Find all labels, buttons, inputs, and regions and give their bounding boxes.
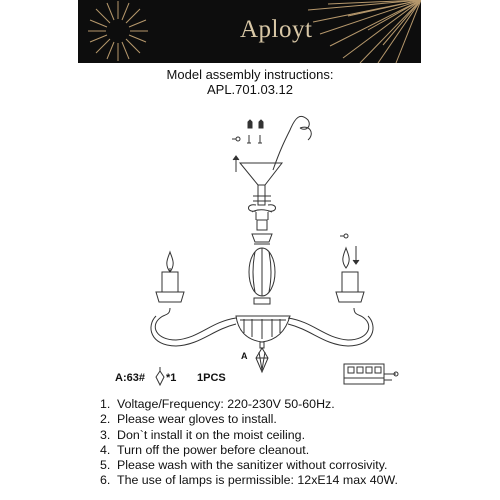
parts-count: *1	[166, 372, 177, 384]
screw-icons	[232, 120, 263, 143]
list-item: 5. Please wash with the sanitizer without corrosivity.	[100, 458, 388, 473]
arrow-down-icon	[353, 246, 359, 264]
brand-logo-text: Aployt	[240, 16, 313, 43]
crystal-part-icon	[156, 367, 164, 385]
right-candle	[336, 248, 364, 302]
bulb-icon	[340, 234, 348, 238]
pcs-label: 1PCS	[197, 372, 226, 384]
power-wire	[273, 116, 311, 170]
model-number: APL.701.03.12	[206, 82, 294, 97]
instructions-list	[100, 397, 398, 489]
left-candle	[156, 252, 184, 302]
chain	[249, 205, 276, 220]
list-item: 2. Please wear gloves to install.	[100, 412, 277, 427]
arrow-up-icon	[233, 156, 239, 172]
left-arm	[155, 308, 236, 340]
list-item: 4. Turn off the power before cleanout.	[100, 442, 310, 457]
marker-a: A	[241, 351, 248, 361]
page-title: Model assembly instructions:	[166, 67, 334, 82]
list-item: 1. Voltage/Frequency: 220-230V 50-60Hz.	[100, 397, 335, 411]
parts-label: A:63#	[115, 372, 145, 384]
right-arm	[288, 308, 369, 340]
terminal-block-icon	[344, 364, 398, 384]
list-item: 6. The use of lamps is permissible: 12xE14 max 40W.	[100, 473, 398, 488]
ceiling-canopy	[240, 163, 282, 185]
list-item: 3. Don`t install it on the moist ceiling.	[100, 427, 306, 442]
